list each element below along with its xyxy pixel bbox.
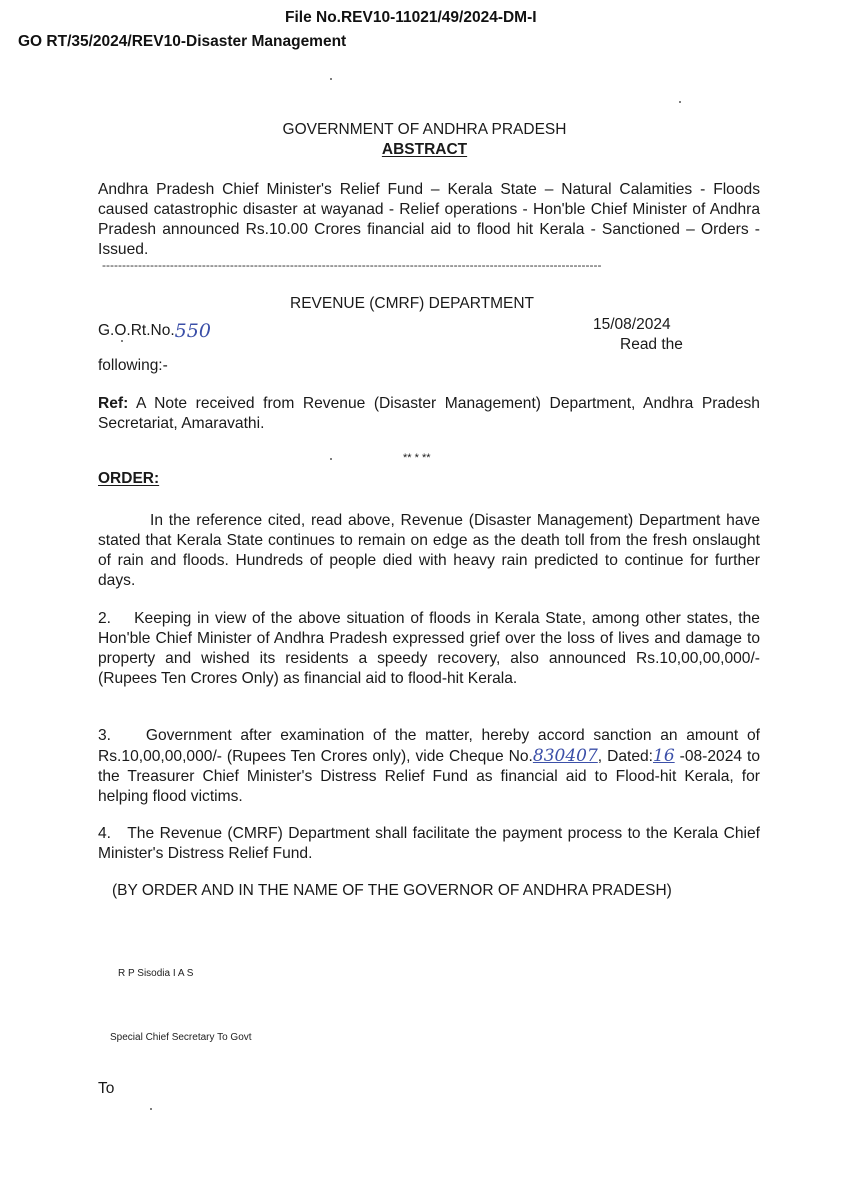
order-heading-text: ORDER: [98,470,160,487]
read-the-text: Read the [620,336,683,353]
cheque-day-handwritten: 16 [653,746,675,766]
paragraph-3-text-a: Government after examination of the matter, hereby accord sanction an amount of Rs.10,00,00,000/- (Rupees Ten Crores only), vide Cheque No. [98,727,760,765]
reference-text: A Note received from Revenue (Disaster Management) Department, Andhra Pradesh Secretariat, Amaravathi. [98,395,760,432]
scan-speck [330,78,332,80]
subject-paragraph: Andhra Pradesh Chief Minister's Relief Fund – Kerala State – Natural Calamities - Floods caused catastrophic disaster at wayanad - Relief operations - Hon'ble Chief Minister of Andhra Pradesh announced Rs.10.00 Crores financial aid to flood hit Kerala - Sanctioned – Orders - Issued. [98,181,760,258]
order-heading [98,470,159,488]
paragraph-2-number: 2. [98,610,112,627]
paragraph-3-text-c: -08-2024 to the Treasurer Chief Minister's Distress Relief Fund as financial aid to Flood-hit Kerala, for helping flood victims. [98,748,761,805]
order-paragraph-1: In the reference cited, read above, Revenue (Disaster Management) Department have stated that Kerala State continues to remain on edge as the death toll from the fresh onslaught of rain and floods. Hundreds of people died with heavy rain predicted to continue for further days. [98,512,760,589]
order-paragraph-2 [98,609,760,689]
scan-speck [121,340,123,342]
government-title: GOVERNMENT OF ANDHRA PRADESH [282,121,567,138]
paragraph-4-number: 4. [98,825,112,842]
reference-label: Ref: [98,395,129,412]
by-order-line: (BY ORDER AND IN THE NAME OF THE GOVERNOR OF ANDHRA PRADESH) [112,882,672,899]
file-number: File No.REV10-11021/49/2024-DM-I [285,9,537,26]
order-paragraph-4 [98,824,760,864]
cheque-number-handwritten: 830407 [532,746,598,766]
paragraph-3-number: 3. [98,727,112,744]
go-number-line [98,318,211,340]
scan-speck [330,458,332,460]
abstract-heading-text: ABSTRACT [381,141,468,158]
abstract-heading [0,141,849,159]
following-text: following:- [98,357,168,374]
signatory-designation: Special Chief Secretary To Govt [110,1032,252,1043]
go-reference-number: GO RT/35/2024/REV10-Disaster Management [18,33,347,50]
to-label: To [98,1080,115,1097]
go-number-handwritten: 550 [174,320,211,342]
signatory-name: R P Sisodia I A S [118,968,194,979]
paragraph-2-text: Keeping in view of the above situation of floods in Kerala State, among other states, the Hon'ble Chief Minister of Andhra Pradesh expressed grief over the loss of lives and damage to property and wished its residents a speedy recovery, also announced Rs.10,00,00,000/- (Rupees Ten Crores Only) as financial aid to flood-hit Kerala. [98,610,760,687]
department-heading: REVENUE (CMRF) DEPARTMENT [290,295,534,312]
reference-paragraph [98,394,760,434]
go-date: 15/08/2024 [593,316,671,333]
scan-speck [150,1108,152,1110]
separator-line: ----------------------------------------------------------------------------------------------------------------------------- [102,258,602,272]
paragraph-3-text-b: , Dated: [597,748,654,765]
order-paragraph-3 [98,726,760,807]
scan-speck [679,101,681,103]
go-number-label: G.O.Rt.No. [98,322,175,339]
section-asterisks: ** * ** [403,452,431,464]
paragraph-4-text: The Revenue (CMRF) Department shall facilitate the payment process to the Kerala Chief Minister's Distress Relief Fund. [98,825,761,862]
